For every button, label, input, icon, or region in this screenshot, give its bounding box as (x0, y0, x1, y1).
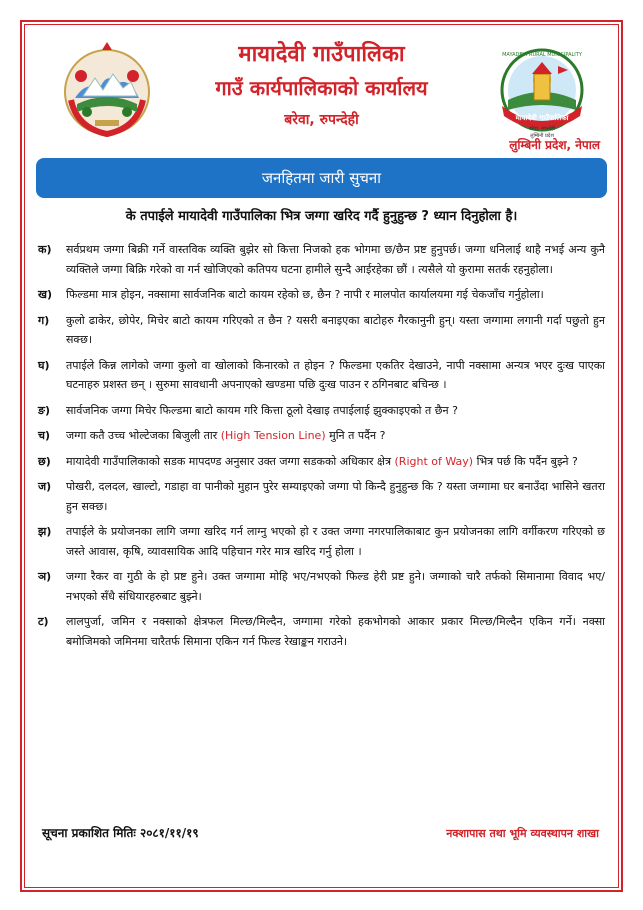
item-text-part: मायादेवी गाउँपालिकाको सडक मापदण्ड अनुसार उक्त जग्गा सडकको अधिकार क्षेत्र (66, 454, 395, 468)
item-label: घ) (38, 358, 50, 372)
item-label: ग) (38, 313, 50, 327)
item-text: कुलो ढाकेर, छोपेर, मिचेर बाटो कायम गरिएको त छैन ? यसरी बनाइएका बाटोहरु गैरकानुनी हुन्। यस्ता जग्गामा लगानी गर्दा पछुतो हुन सक्छ। (66, 313, 605, 346)
item-text (66, 452, 605, 472)
item-text-part: मुनि त पर्दैन ? (325, 429, 386, 442)
list-item (38, 477, 605, 516)
list-item (38, 285, 605, 305)
list-item (38, 452, 605, 472)
list-item (38, 426, 605, 446)
municipality-name: मायादेवी गाउँपालिका (238, 42, 405, 67)
item-label: ञ) (38, 570, 52, 583)
item-text: फिल्डमा मात्र होइन, नक्सामा सार्वजनिक बाटो कायम रहेको छ, छैन ? नापी र मालपोत कार्यालयमा गई चेकजाँच गर्नुहोला। (66, 288, 544, 301)
list-item (38, 401, 605, 421)
item-text: तपाईले किन्न लागेको जग्गा कुलो वा खोलाको किनारको त होइन ? फिल्डमा एकतिर देखाउने, नापी नक्सामा अन्यत्र भएर दुःख पाएका घटनाहरु प्रशस्त छन् । सुरुमा सावधानी अपनाएको खण्डमा पछि दुःख पाउन र ठगिनबाट बचिन्छ । (66, 358, 605, 391)
notice-question: के तपाईले मायादेवी गाउँपालिका भित्र जग्गा खरिद गर्दै हुनुहुन्छ ? ध्यान दिनुहोला है। (125, 209, 518, 224)
item-text: लालपुर्जा, जमिन र नक्साको क्षेत्रफल मिल्छ/मिल्दैन, जग्गामा गरेको हकभोगको आकार प्रकार मिल्छ/मिल्दैन एकिन गर्ने। नक्सा बमोजिमको जमिनमा चारैतर्फ सिमाना एकिन गर्न फिल्ड रेखाङ्कन गराउने। (66, 615, 605, 648)
item-label: च) (38, 429, 51, 442)
item-text-part: भित्र पर्छ कि पर्दैन बुझ्ने ? (473, 454, 578, 468)
logo-top-text: MAYADEVI RURAL MUNICIPALITY (502, 52, 582, 58)
notice-items-list (38, 240, 605, 657)
item-text: पोखरी, दलदल, खाल्टो, गडाहा वा पानीको मुहान पुरेर सम्याइएको जग्गा पो किन्दै हुनुहुन्छ कि ? यस्ता जग्गामा घर बनाउँदा भासिने खतरा हुन सक्छ। (66, 480, 605, 513)
item-text: सार्वजनिक जग्गा मिचेर फिल्डमा बाटो कायम गरि कित्ता ठूलो देखाइ तपाईलाई झुक्काइएको त छैन ? (66, 403, 458, 417)
list-item (38, 356, 605, 395)
list-item (38, 240, 605, 279)
item-text: सर्वप्रथम जग्गा बिक्री गर्ने वास्तविक व्यक्ति बुझेर सो कित्ता निजको हक भोगमा छ/छैन प्रष्ट हुनुपर्छ। जग्गा धनिलाई थाहै नभई अन्य कुनै व्यक्तिले जग्गा बिक्रि गरेको वा गर्न खोजिएको कतिपय घटना हामीले सुन्दै आईरहेका छौं । त्यसैले यो कुरामा सतर्क रहनुहोला। (66, 243, 605, 276)
item-text: जग्गा रैकर वा गुठी के हो प्रष्ट हुने। उक्त जग्गामा मोहि भए/नभएको फिल्ड हेरी प्रष्ट हुने। जग्गाको चारै तर्फको सिमानामा विवाद भए/नभएको सँधै संधियारहरुबाट बुझ्ने। (66, 570, 605, 603)
office-name: गाउँ कार्यपालिकाको कार्यालय (215, 76, 428, 100)
logo-sub-text-2: लुम्बिनी प्रदेश (530, 133, 554, 139)
item-label: ङ) (38, 403, 51, 417)
item-highlight: (High Tension Line) (220, 429, 326, 442)
item-label: ट) (38, 615, 49, 628)
list-item (38, 311, 605, 350)
item-label: ख) (38, 288, 53, 301)
notice-title-bar: जनहितमा जारी सुचना (36, 158, 607, 198)
issuing-branch: नक्शापास तथा भूमि व्यवस्थापन शाखा (446, 827, 599, 840)
item-highlight: (Right of Way) (394, 454, 474, 468)
item-label: ज) (38, 480, 52, 493)
item-text (66, 426, 605, 446)
province-name: लुम्बिनी प्रदेश, नेपाल (509, 138, 600, 152)
item-text: तपाईले के प्रयोजनका लागि जग्गा खरिद गर्न लाग्नु भएको हो र उक्त जग्गा नगरपालिकाबाट कुन प्रयोजनका लागि वर्गीकरण गरिएको छ जस्ते आवास, कृषि, व्यावसायिक आदि पहिचान गरेर मात्र खरिद गर्नु होला । (66, 525, 605, 558)
list-item (38, 522, 605, 561)
item-label: क) (38, 243, 52, 256)
item-text-part: जग्गा कतै उच्च भोल्टेजका बिजुली तार (66, 429, 221, 442)
office-location: बरेवा, रुपन्देही (284, 112, 359, 128)
item-label: झ) (38, 525, 52, 538)
list-item (38, 612, 605, 651)
published-date: सूचना प्रकाशित मितिः २०८१/११/१९ (42, 826, 199, 840)
logo-sub-text-1: बरेवा, रुपन्देही (528, 126, 556, 132)
list-item (38, 567, 605, 606)
logo-band-text: मायादेवी गाउँपालिका (515, 114, 569, 122)
item-label: छ) (38, 454, 51, 468)
